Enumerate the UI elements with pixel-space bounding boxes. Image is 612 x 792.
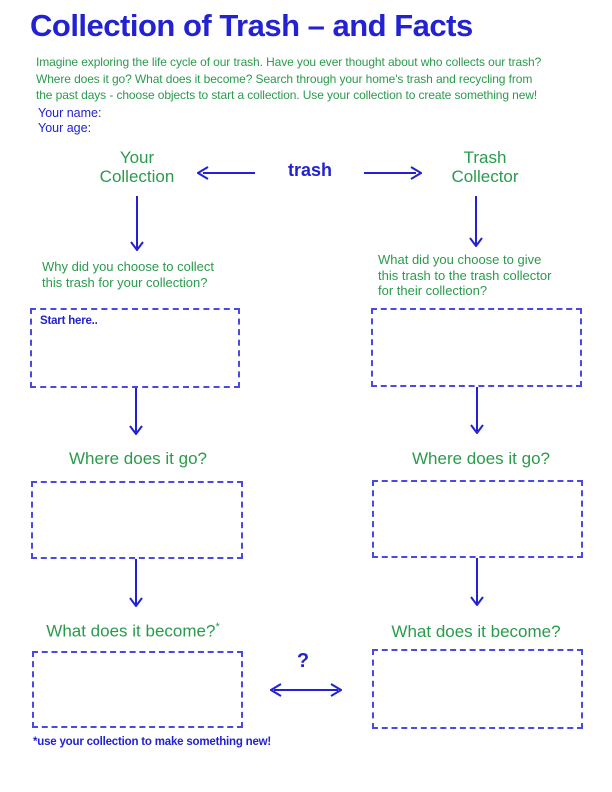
right-question-2: Where does it go? <box>412 449 550 468</box>
footnote: *use your collection to make something new! <box>33 736 272 748</box>
arrow-down-icon <box>469 387 485 434</box>
left-question-1 <box>42 259 214 290</box>
arrow-left-icon <box>197 165 257 181</box>
intro-line: Imagine exploring the life cycle of our trash. Have you ever thought about who collects our trash? <box>36 55 542 69</box>
intro-paragraph <box>36 54 541 104</box>
intro-line: Where does it go? What does it become? Search through your home's trash and recycling from <box>36 71 533 86</box>
start-here-hint: Start here.. <box>40 315 98 327</box>
age-label: Your age: <box>38 121 92 135</box>
left-column-header: Your Collection <box>99 148 175 186</box>
left-response-box-3[interactable] <box>32 651 243 728</box>
question-mark-connector: ? <box>296 650 310 672</box>
question-line: Why did you choose to collect <box>42 259 214 274</box>
name-label: Your name: <box>38 106 102 120</box>
left-question-2: Where does it go? <box>69 449 207 468</box>
right-question-3: What does it become? <box>391 622 561 641</box>
footnote-marker: * <box>215 621 220 633</box>
arrow-down-icon <box>128 559 144 607</box>
question-line: this trash to the trash collector <box>378 267 552 283</box>
right-column-header: Trash Collector <box>451 148 519 186</box>
right-response-box-1[interactable] <box>371 308 582 387</box>
arrow-down-icon <box>468 196 484 247</box>
left-response-box-2[interactable] <box>31 481 243 559</box>
left-question-3 <box>33 621 233 642</box>
right-response-box-3[interactable] <box>372 649 583 729</box>
trash-center-node: trash <box>287 160 332 180</box>
left-response-box-1[interactable] <box>30 308 240 388</box>
intro-line: the past days - choose objects to start a collection. Use your collection to create something new! <box>36 88 538 102</box>
question-line: this trash for your collection? <box>42 274 208 290</box>
arrow-down-icon <box>128 388 144 435</box>
right-response-box-2[interactable] <box>372 480 583 558</box>
page-title: Collection of Trash – and Facts <box>30 8 473 43</box>
arrow-down-icon <box>469 558 485 606</box>
double-arrow-icon <box>270 682 342 698</box>
arrow-right-icon <box>362 165 422 181</box>
question-line: What did you choose to give <box>378 252 542 267</box>
arrow-down-icon <box>129 196 145 251</box>
question-text: What does it become? <box>46 621 216 641</box>
question-line: for their collection? <box>378 283 488 298</box>
right-question-1 <box>378 252 551 299</box>
